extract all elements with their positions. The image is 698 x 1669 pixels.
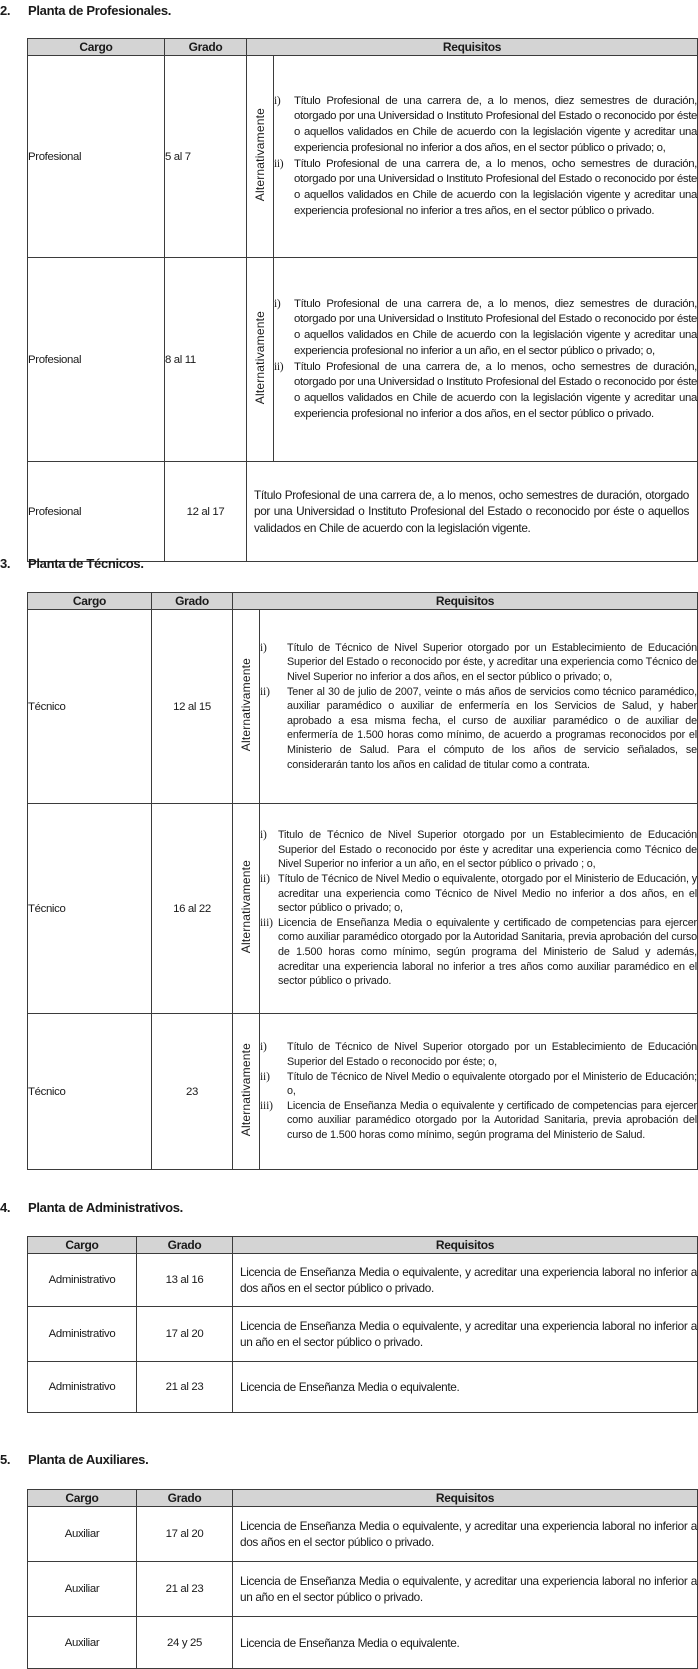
cell-cargo: Auxiliar (28, 1507, 137, 1562)
section-title-text: Planta de Auxiliares. (28, 1452, 149, 1467)
table-row (28, 804, 698, 1014)
item-text: Titulo de Técnico de Nivel Superior otorgado por un Establecimiento de Educación Superior del Estado o reconocido por éste y acreditar una experiencia como Técnico de Nivel Superior no inferior a un año, en el sector público o privado ; o, (278, 829, 697, 871)
cell-requisitos (260, 1014, 698, 1170)
cell-grado: 8 al 11 (165, 258, 247, 462)
alternativamente-label: Alternativamente (239, 860, 253, 954)
cell-requisitos: Licencia de Enseñanza Media o equivalente, y acreditar una experiencia laboral no inferior a dos años en el sector público o privado. (233, 1254, 698, 1307)
cell-cargo: Técnico (28, 804, 152, 1014)
requirement-item (260, 1040, 697, 1069)
table-row (28, 1617, 698, 1669)
table-row (28, 56, 698, 258)
cell-requisitos: Título Profesional de una carrera de, a lo menos, ocho semestres de duración, otorgado por una Universidad o Instituto Profesional del Estado o reconocido por éste o aquellos validados en Chile de acuerdo con la legislación vigente. (247, 462, 698, 562)
alternativamente-label: Alternativamente (253, 108, 267, 202)
cell-cargo: Auxiliar (28, 1562, 137, 1617)
cell-cargo: Profesional (28, 56, 165, 258)
table-row (28, 462, 698, 562)
section-number: 5. (0, 1452, 11, 1467)
section-title-text: Planta de Profesionales. (28, 3, 172, 18)
header-cargo: Cargo (28, 1490, 137, 1507)
item-marker: i) (260, 641, 267, 654)
item-text: Título Profesional de una carrera de, a lo menos, diez semestres de duración, otorgado por una Universidad o Instituto Profesional del Estado o reconocido por éste o aquellos validados en Chile de acuerdo con la legislación vigente y acreditar una experiencia profesional no inferior a dos años, en el sector público o privado; o, (294, 94, 697, 154)
item-text: Licencia de Enseñanza Media o equivalente y certificado de competencias para ejercer como auxiliar paramédico otorgado por la Autoridad Sanitaria, previa aprobación del curso de 1.500 horas como mínimo, según programa del Ministerio de Salud. (287, 1099, 697, 1141)
table-row (28, 1362, 698, 1413)
header-grado: Grado (152, 593, 233, 610)
cell-requisitos (260, 610, 698, 804)
header-grado: Grado (137, 1490, 233, 1507)
requirement-item (274, 297, 697, 360)
requirement-item (260, 1070, 697, 1099)
requirement-item (260, 641, 697, 685)
header-cargo: Cargo (28, 593, 152, 610)
cell-cargo: Administrativo (28, 1362, 137, 1413)
item-text: Título de Técnico de Nivel Medio o equivalente otorgado por el Ministerio de Educación; o, (287, 1070, 697, 1098)
table-row (28, 1507, 698, 1562)
table-header-row (28, 593, 698, 610)
requirement-item (274, 360, 697, 423)
cell-grado: 21 al 23 (137, 1362, 233, 1413)
header-requisitos: Requisitos (233, 593, 698, 610)
item-marker: i) (274, 297, 281, 310)
cell-alternativamente (247, 56, 274, 258)
requirement-item (260, 1099, 697, 1143)
table-tecnicos (27, 592, 698, 1170)
table-row (28, 610, 698, 804)
cell-cargo: Técnico (28, 610, 152, 804)
cell-grado: 5 al 7 (165, 56, 247, 258)
item-text: Licencia de Enseñanza Media o equivalente y certificado de competencias para ejercer como auxiliar paramédico otorgado por la Autoridad Sanitaria, previa aprobación del curso de 1.500 horas como mínimo, según programa del Ministerio de Salud y además, acreditar una experiencia laboral no inferior a tres años como auxiliar paramédico en el sector público o privado. (278, 916, 697, 988)
item-text: Título de Técnico de Nivel Superior otorgado por un Establecimiento de Educación Superior del Estado o reconocido por éste; o, (287, 1041, 697, 1069)
item-text: Título Profesional de una carrera de, a lo menos, ocho semestres de duración, otorgado por una Universidad o Instituto Profesional del Estado o reconocido por éste o aquellos validados en Chile de acuerdo con la legislación vigente y acreditar una experiencia profesional no inferior a dos años, en el sector público o privado. (294, 360, 697, 420)
header-cargo: Cargo (28, 1237, 137, 1254)
cell-grado: 17 al 20 (137, 1507, 233, 1562)
cell-requisitos (260, 804, 698, 1014)
header-requisitos: Requisitos (247, 39, 698, 56)
requirement-item (260, 828, 697, 872)
item-marker: i) (274, 94, 281, 107)
cell-grado: 23 (152, 1014, 233, 1170)
table-row (28, 1014, 698, 1170)
table-header-row (28, 39, 698, 56)
section-title-administrativos (0, 1200, 183, 1215)
cell-alternativamente (233, 804, 260, 1014)
cell-grado: 13 al 16 (137, 1254, 233, 1307)
cell-requisitos: Licencia de Enseñanza Media o equivalente, y acreditar una experiencia laboral no inferior a un año en el sector público o privado. (233, 1307, 698, 1362)
cell-cargo: Profesional (28, 462, 165, 562)
requirement-item (260, 872, 697, 916)
cell-cargo: Profesional (28, 258, 165, 462)
item-text: Título de Técnico de Nivel Superior otorgado por un Establecimiento de Educación Superior del Estado o reconocido por éste, y acreditar una experiencia como Técnico de Nivel Superior no inferior a dos años, en el sector público o privado; o, (287, 641, 697, 684)
section-title-profesionales (0, 3, 171, 18)
alternativamente-label: Alternativamente (253, 311, 267, 405)
section-title-auxiliares (0, 1452, 148, 1467)
table-row (28, 1562, 698, 1617)
section-title-text: Planta de Técnicos. (28, 556, 144, 571)
cell-cargo: Administrativo (28, 1307, 137, 1362)
section-number: 4. (0, 1200, 11, 1215)
table-header-row (28, 1490, 698, 1507)
section-title-tecnicos (0, 556, 144, 571)
cell-requisitos: Licencia de Enseñanza Media o equivalente, y acreditar una experiencia laboral no inferior a un año en el sector público o privado. (233, 1562, 698, 1617)
table-profesionales (27, 38, 698, 562)
cell-cargo: Técnico (28, 1014, 152, 1170)
item-marker: iii) (260, 1099, 273, 1112)
item-marker: ii) (260, 873, 270, 886)
cell-grado: 17 al 20 (137, 1307, 233, 1362)
item-marker: ii) (260, 685, 270, 698)
header-requisitos: Requisitos (233, 1237, 698, 1254)
item-marker: ii) (274, 157, 284, 170)
header-cargo: Cargo (28, 39, 165, 56)
alternativamente-label: Alternativamente (239, 658, 253, 752)
table-row (28, 258, 698, 462)
item-text: Tener al 30 de julio de 2007, veinte o más años de servicios como técnico paramédico, auxiliar paramédico o auxiliar de enfermería en los Servicios de Salud, y haber aprobado a esa misma fecha, el curso de auxiliar paramédico o de auxiliar de enfermería de 1.500 horas como mínimo, de acuerdo a programas reconocidos por el Ministerio de Salud. Para el cómputo de los años de servicio señalados, se considerarán tanto los años en calidad de titular como a contrata. (287, 685, 697, 771)
table-administrativos (27, 1236, 698, 1413)
cell-requisitos (274, 56, 698, 258)
requirement-item (260, 916, 697, 989)
cell-alternativamente (233, 1014, 260, 1170)
cell-requisitos: Licencia de Enseñanza Media o equivalente, y acreditar una experiencia laboral no inferior a dos años en el sector público o privado. (233, 1507, 698, 1562)
cell-requisitos: Licencia de Enseñanza Media o equivalente. (233, 1617, 698, 1669)
alternativamente-label: Alternativamente (239, 1043, 253, 1137)
cell-grado: 21 al 23 (137, 1562, 233, 1617)
requirement-item (274, 94, 697, 157)
cell-grado: 12 al 17 (165, 462, 247, 562)
header-grado: Grado (137, 1237, 233, 1254)
requirement-item (260, 685, 697, 773)
item-text: Título Profesional de una carrera de, a lo menos, ocho semestres de duración, otorgado por una Universidad o Instituto Profesional del Estado o reconocido por éste o aquellos validados en Chile de acuerdo con la legislación vigente y acreditar una experiencia profesional no inferior a tres años, en el sector público o privado. (294, 157, 697, 217)
item-marker: iii) (260, 916, 273, 929)
item-marker: ii) (274, 360, 284, 373)
table-row (28, 1307, 698, 1362)
cell-cargo: Administrativo (28, 1254, 137, 1307)
cell-requisitos (274, 258, 698, 462)
item-text: Título de Técnico de Nivel Medio o equivalente, otorgado por el Ministerio de Educación, y acreditar una experiencia como Técnico de Nivel Medio no inferior a dos años, en el sector público o privado; o, (278, 873, 697, 915)
table-auxiliares (27, 1489, 698, 1669)
cell-grado: 16 al 22 (152, 804, 233, 1014)
item-marker: ii) (260, 1070, 270, 1083)
section-title-text: Planta de Administrativos. (28, 1200, 183, 1215)
cell-requisitos: Licencia de Enseñanza Media o equivalente. (233, 1362, 698, 1413)
cell-cargo: Auxiliar (28, 1617, 137, 1669)
item-marker: i) (260, 829, 267, 842)
section-number: 2. (0, 3, 11, 18)
table-header-row (28, 1237, 698, 1254)
requirement-item (274, 157, 697, 220)
item-text: Título Profesional de una carrera de, a lo menos, diez semestres de duración, otorgado por una Universidad o Instituto Profesional del Estado o reconocido por éste o aquellos validados en Chile de acuerdo con la legislación vigente y acreditar una experiencia profesional no inferior a un año, en el sector público o privado; o, (294, 297, 697, 357)
section-number: 3. (0, 556, 11, 571)
table-row (28, 1254, 698, 1307)
cell-alternativamente (233, 610, 260, 804)
cell-alternativamente (247, 258, 274, 462)
item-marker: i) (260, 1041, 267, 1054)
header-grado: Grado (165, 39, 247, 56)
cell-grado: 24 y 25 (137, 1617, 233, 1669)
header-requisitos: Requisitos (233, 1490, 698, 1507)
cell-grado: 12 al 15 (152, 610, 233, 804)
